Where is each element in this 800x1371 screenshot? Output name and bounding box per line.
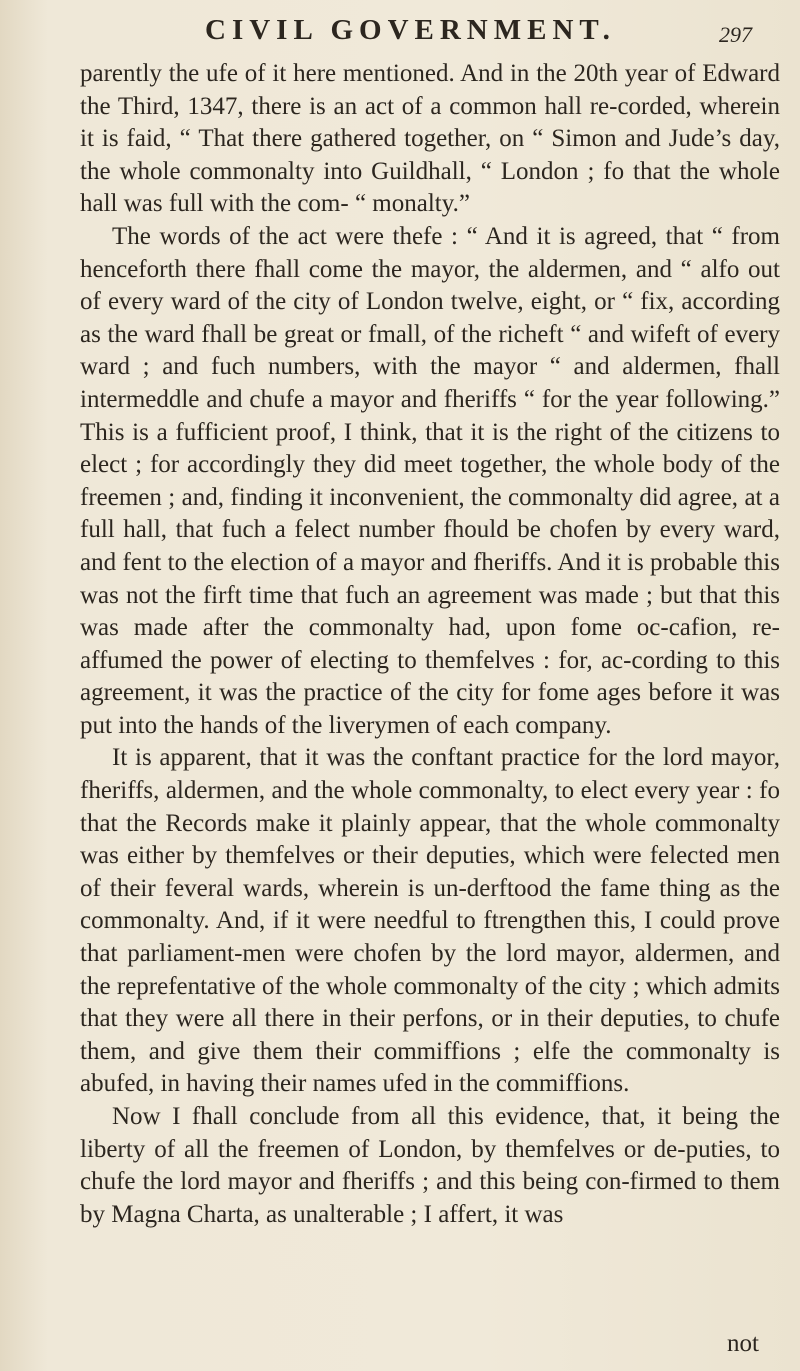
paragraph: The words of the act were thefe : “ And it is agreed, that “ from henceforth there fhall come the mayor, the aldermen, and “ alfo out of every ward of the city of London twelve, eight, or “ fix, according as the ward fhall be great or fmall, of the richeft “ and wifeft of every ward ; and fuch numbers, with the mayor “ and aldermen, fhall intermeddle and chufe a mayor and fheriffs “ for the year following.” This is a fufficient proof, I think, that it is the right of the citizens to elect ; for accordingly they did meet together, the whole body of the freemen ; and, finding it inconvenient, the commonalty did agree, at a full hall, that fuch a felect number fhould be chofen by every ward, and fent to the election of a mayor and fheriffs. And it is probable this was not the firft time that fuch an agreement was made ; but that this was made after the commonalty had, upon fome oc-cafion, re-affumed the power of electing to themfelves : for, ac-cording to this agreement, it was the practice of the city for fome ages before it was put into the hands of the liverymen of each company.: [80, 222, 780, 739]
paragraph: Now I fhall conclude from all this evidence, that, it being the liberty of all the freemen of London, by themfelves or de-puties, to chufe the lord mayor and fheriffs ; and this being con-firmed to them by Magna Charta, as unalterable ; I affert, it was: [80, 1103, 780, 1228]
catchword: not: [727, 1330, 759, 1357]
paragraph-continued: parently the ufe of it here mentioned. And in the 20th year of Edward the Third, 1347, there is an act of a common hall re-corded, wherein it is faid, “ That there gathered together, on “ Simon and Jude’s day, the whole commonalty into Guildhall, “ London ; fo that the whole hall was full with the com- “ monalty.”: [80, 60, 780, 218]
running-head: CIVIL GOVERNMENT.: [205, 14, 616, 46]
paragraph: It is apparent, that it was the conftant practice for the lord mayor, fheriffs, aldermen, and the whole commonalty, to elect every year : fo that the Records make it plainly appear, that the whole commonalty was either by themfelves or their deputies, which were felected men of their feveral wards, wherein is un-derftood the fame thing as the commonalty. And, if it were needful to ftrengthen this, I could prove that parliament-men were chofen by the lord mayor, aldermen, and the reprefentative of the whole commonalty of the city ; which admits that they were all there in their perfons, or in their deputies, to chufe them, and give them their commiffions ; elfe the commonalty is abufed, in having their names ufed in the commiffions.: [80, 744, 780, 1098]
body-text: [80, 58, 780, 1231]
page-number: 297: [719, 22, 752, 47]
page-header: [0, 14, 800, 54]
